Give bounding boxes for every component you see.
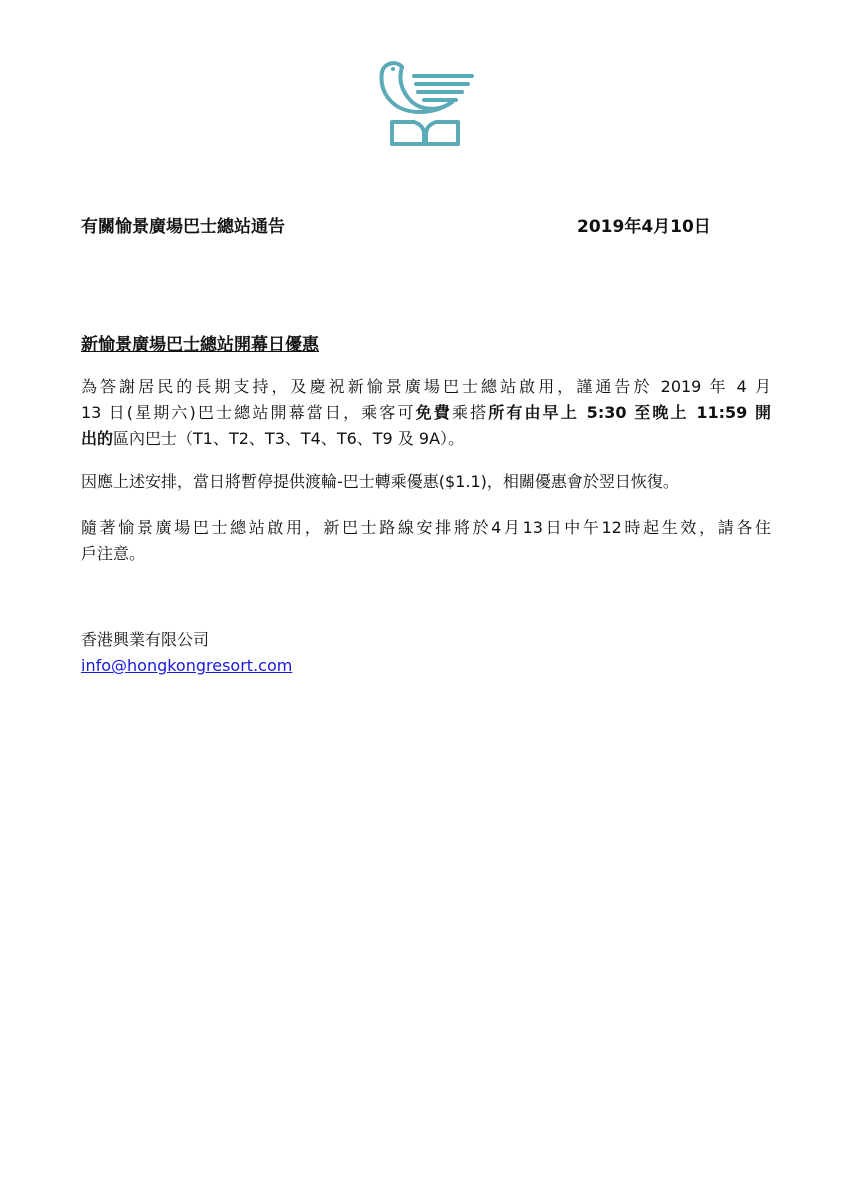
paragraph-line: 因應上述安排，當日將暫停提供渡輪-巴士轉乘優惠($1.1)，相關優惠會於翌日恢復。 <box>81 472 679 491</box>
time-emphasis: 所有由早上 5:30 至晚上 11:59 開 <box>488 403 771 422</box>
notice-title: 有關愉景廣場巴士總站通告 <box>81 217 285 237</box>
paragraph-opening-offer <box>81 374 771 452</box>
text-emphasis: 出的 <box>81 429 114 448</box>
section-heading: 新愉景廣場巴士總站開幕日優惠 <box>81 335 319 355</box>
paragraph-ferry-bus <box>81 469 771 495</box>
signature-block <box>81 627 292 679</box>
paragraph-line: 為答謝居民的長期支持，及慶祝新愉景廣場巴士總站啟用，謹通告於 2019 年 4 月 <box>81 377 771 396</box>
paragraph-line: 隨著愉景廣場巴士總站啟用，新巴士路線安排將於4月13日中午12時起生效，請各住 <box>81 518 771 537</box>
company-name: 香港興業有限公司 <box>81 630 210 649</box>
dove-book-icon <box>376 58 476 150</box>
routes-text: 區內巴士（T1、T2、T3、T4、T6、T9 及 9A）。 <box>113 429 465 448</box>
text-span: 13 日(星期六)巴士總站開幕當日，乘客可 <box>81 403 416 422</box>
notice-date: 2019年4月10日 <box>577 217 711 237</box>
paragraph-line <box>81 426 771 452</box>
paragraph-line: 戶注意。 <box>81 544 146 563</box>
email-link[interactable]: info@hongkongresort.com <box>81 656 293 675</box>
notice-header <box>81 212 721 237</box>
paragraph-line <box>81 400 771 426</box>
free-emphasis: 免費 <box>415 403 452 422</box>
paragraph-new-routes <box>81 515 771 567</box>
company-logo <box>376 58 476 150</box>
text-span: 乘搭 <box>451 403 489 422</box>
